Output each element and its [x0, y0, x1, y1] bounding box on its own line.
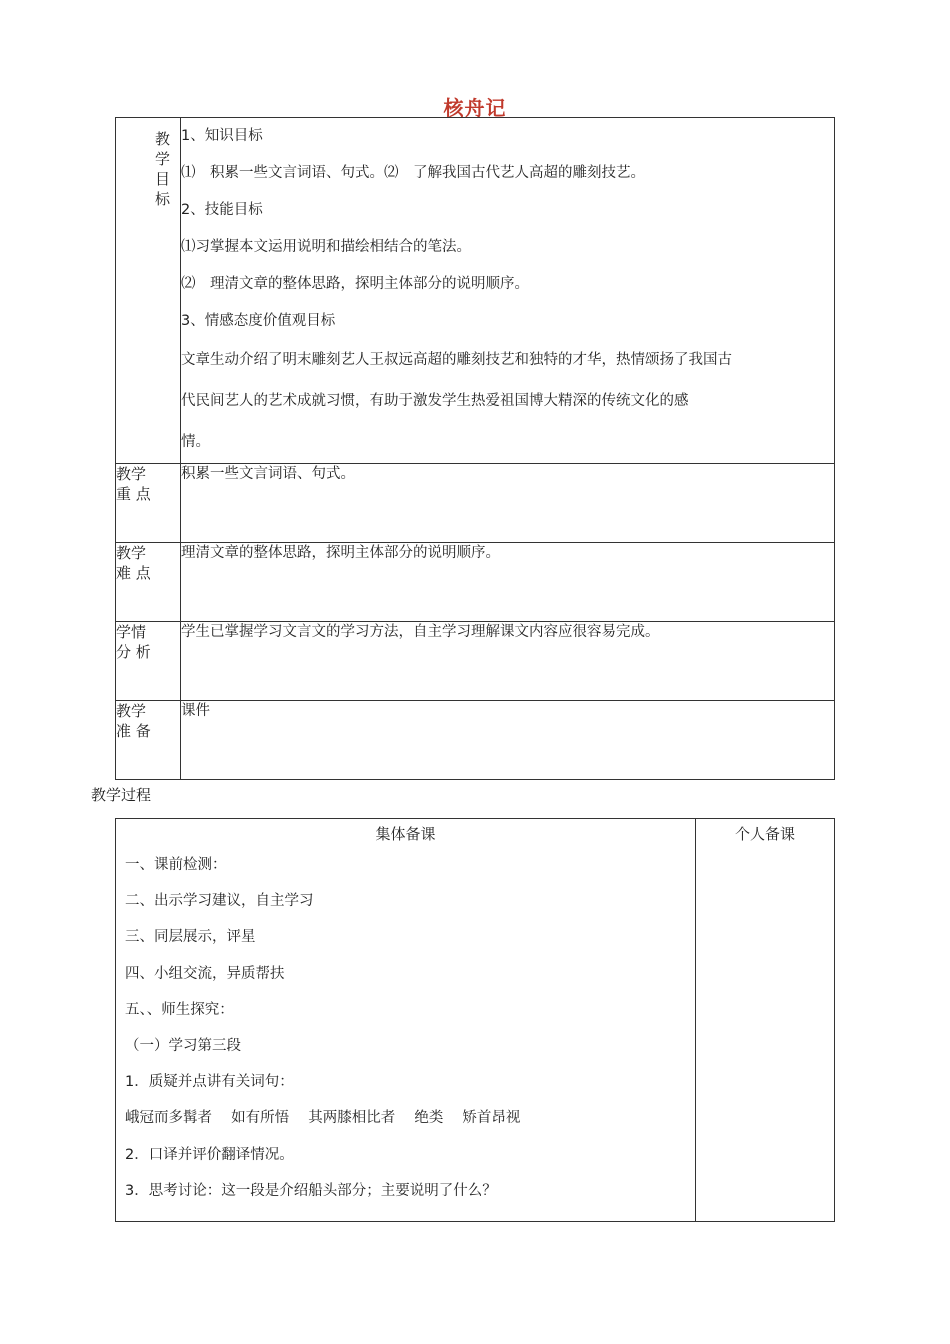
objective-heading-skill: 2、技能目标 — [181, 202, 263, 218]
label-top: 教学 — [116, 544, 147, 562]
collective-prep-cell — [116, 819, 696, 1222]
objective-line: ⑴习掌握本文运用说明和描绘相结合的笔法。 — [181, 239, 471, 255]
objective-heading-knowledge: 1、知识目标 — [181, 128, 263, 144]
objective-heading-attitude: 3、情感态度价值观目标 — [181, 313, 336, 329]
process-step: 峨冠而多髯者 如有所悟 其两膝相比者 绝类 矫首昂视 — [125, 1110, 521, 1127]
label-bottom: 难 点 — [116, 564, 151, 582]
process-step: 2．口译并评价翻译情况。 — [125, 1146, 294, 1163]
process-row — [116, 819, 835, 1222]
process-step: 一、课前检测： — [125, 857, 227, 873]
process-step: 二、出示学习建议，自主学习 — [125, 893, 314, 910]
difficulties-label — [116, 543, 181, 622]
difficulties-row — [116, 543, 835, 622]
objectives-content — [181, 118, 835, 464]
student-analysis-label — [116, 622, 181, 701]
label-top: 学情 — [116, 623, 147, 641]
personal-prep-cell — [696, 819, 835, 1222]
label-bottom: 分 析 — [116, 643, 151, 661]
objective-paragraph-line: 文章生动介绍了明末雕刻艺人王叔远高超的雕刻技艺和独特的才华，热情颂扬了我国古 — [181, 352, 732, 368]
preparation-label — [116, 701, 181, 780]
student-analysis-row — [116, 622, 835, 701]
difficulties-content: 理清文章的整体思路，探明主体部分的说明顺序。 — [181, 543, 835, 622]
process-step: 五、、师生探究： — [125, 1001, 234, 1018]
key-points-label — [116, 464, 181, 543]
preparation-content: 课件 — [181, 701, 835, 780]
lesson-info-table — [115, 117, 835, 780]
objectives-row — [116, 118, 835, 464]
objective-paragraph-line: 情。 — [181, 434, 210, 450]
objectives-label-cell — [116, 118, 181, 464]
label-bottom: 准 备 — [116, 722, 151, 740]
key-points-row — [116, 464, 835, 543]
personal-prep-header: 个人备课 — [734, 825, 795, 843]
process-steps — [116, 844, 695, 1221]
process-step: 三、同层展示，评星 — [125, 929, 256, 946]
objective-line: ⑵ 理清文章的整体思路，探明主体部分的说明顺序。 — [181, 276, 529, 292]
key-points-content: 积累一些文言词语、句式。 — [181, 464, 835, 543]
student-analysis-content: 学生已掌握学习文言文的学习方法，自主学习理解课文内容应很容易完成。 — [181, 622, 835, 701]
objectives-label: 教学目标 — [155, 130, 171, 208]
process-table — [115, 818, 835, 1222]
process-step: 3．思考讨论：这一段是介绍船头部分；主要说明了什么？ — [125, 1182, 497, 1199]
preparation-row — [116, 701, 835, 780]
label-bottom: 重 点 — [116, 485, 151, 503]
process-step: 四、小组交流，异质帮扶 — [125, 965, 285, 982]
process-step: 1．质疑并点讲有关词句： — [125, 1074, 294, 1091]
objective-paragraph-line: 代民间艺人的艺术成就习惯，有助于激发学生热爱祖国博大精深的传统文化的感 — [181, 393, 689, 409]
label-top: 教学 — [116, 702, 147, 720]
collective-prep-header: 集体备课 — [375, 825, 436, 843]
objective-line: ⑴ 积累一些文言词语、句式。⑵ 了解我国古代艺人高超的雕刻技艺。 — [181, 165, 645, 181]
process-step: （一）学习第三段 — [125, 1038, 241, 1055]
process-label: 教学过程 — [91, 786, 152, 804]
label-top: 教学 — [116, 465, 147, 483]
document-title: 核舟记 — [443, 96, 507, 120]
